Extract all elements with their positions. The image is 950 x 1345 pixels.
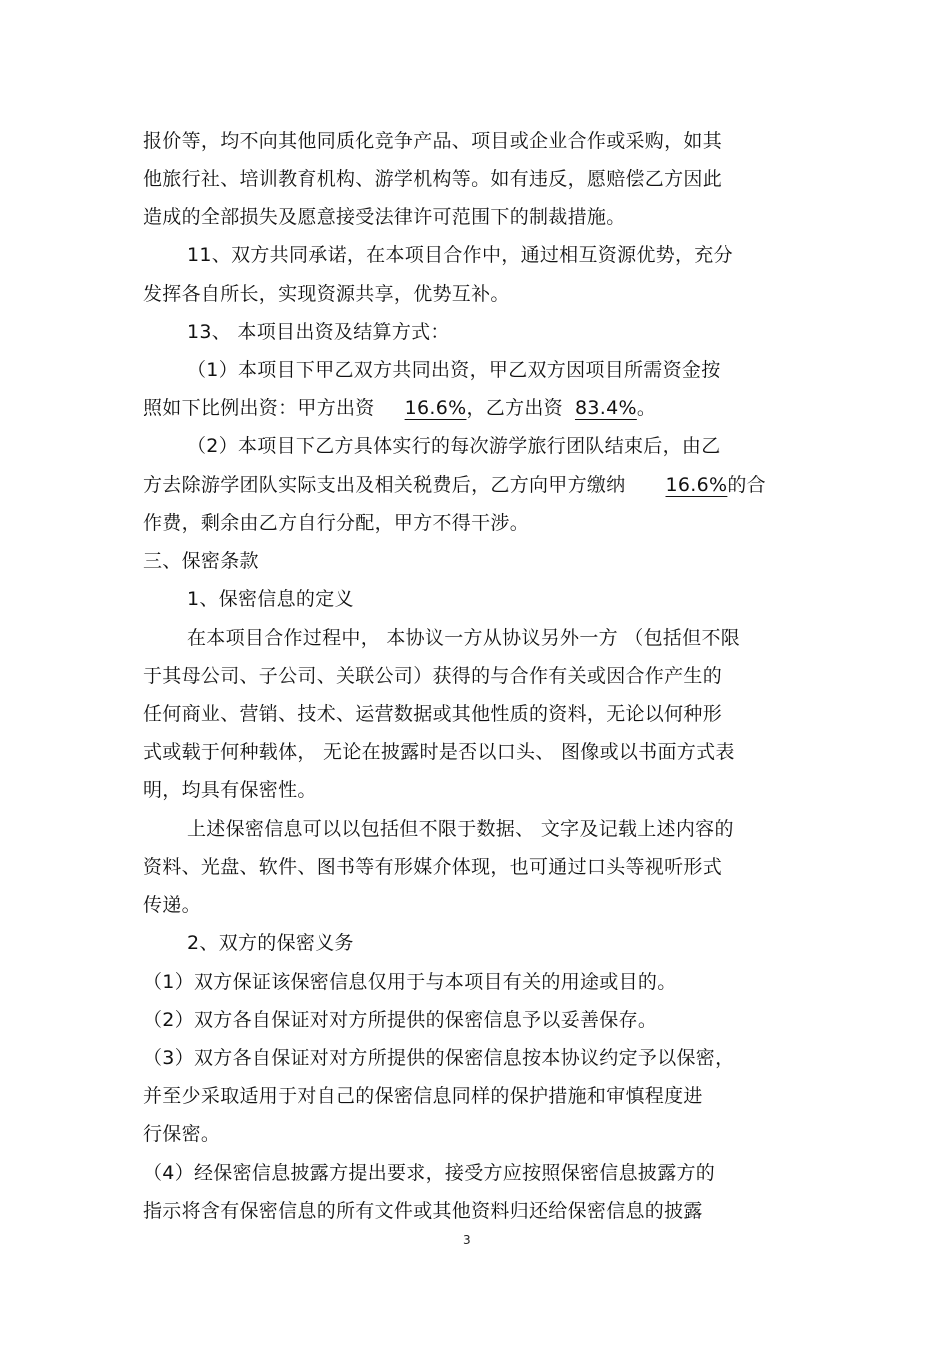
text-line: 传递。 bbox=[143, 894, 201, 916]
text-line: （2）本项目下乙方具体实行的每次游学旅行团队结束后，由乙 bbox=[187, 435, 721, 457]
text-line: 并至少采取适用于对自己的保密信息同样的保护措施和审慎程度进 bbox=[143, 1085, 703, 1107]
section-heading: 三、保密条款 bbox=[143, 550, 259, 572]
text-line: 行保密。 bbox=[143, 1123, 221, 1145]
text-line: 上述保密信息可以以包括但不限于数据、 文字及记载上述内容的 bbox=[187, 818, 734, 840]
party-b-ratio: 83.4% bbox=[574, 397, 637, 419]
text-line: 资料、光盘、软件、图书等有形媒介体现，也可通过口头等视听形式 bbox=[143, 856, 723, 878]
text-line: 造成的全部损失及愿意接受法律许可范围下的制裁措施。 bbox=[143, 206, 626, 228]
cooperation-fee-ratio: 16.6% bbox=[665, 474, 728, 496]
text-line: 指示将含有保密信息的所有文件或其他资料归还给保密信息的披露 bbox=[143, 1200, 703, 1222]
text-line: 发挥各自所长，实现资源共享，优势互补。 bbox=[143, 283, 510, 305]
section-heading: 13、 本项目出资及结算方式： bbox=[187, 321, 450, 343]
text-line: 式或载于何种载体， 无论在披露时是否以口头、 图像或以书面方式表 bbox=[143, 741, 735, 763]
text-line: （1）双方保证该保密信息仅用于与本项目有关的用途或目的。 bbox=[143, 971, 677, 993]
text-segment: 照如下比例出资：甲方出资 bbox=[143, 397, 375, 419]
party-a-ratio: 16.6% bbox=[404, 397, 467, 419]
text-line: （2）双方各自保证对对方所提供的保密信息予以妥善保存。 bbox=[143, 1009, 658, 1031]
text-line bbox=[143, 471, 766, 499]
text-line: （3）双方各自保证对对方所提供的保密信息按本协议约定予以保密， bbox=[143, 1047, 735, 1069]
text-line: （1）本项目下甲乙双方共同出资，甲乙双方因项目所需资金按 bbox=[187, 359, 721, 381]
text-line: 他旅行社、培训教育机构、游学机构等。如有违反，愿赔偿乙方因此 bbox=[143, 168, 723, 190]
text-line: （4）经保密信息披露方提出要求，接受方应按照保密信息披露方的 bbox=[143, 1162, 716, 1184]
text-line: 于其母公司、子公司、关联公司）获得的与合作有关或因合作产生的 bbox=[143, 665, 723, 687]
text-line: 任何商业、营销、技术、运营数据或其他性质的资料，无论以何种形 bbox=[143, 703, 723, 725]
text-line: 明，均具有保密性。 bbox=[143, 779, 317, 801]
page-number: 3 bbox=[463, 1233, 471, 1247]
text-segment: 。 bbox=[636, 397, 657, 419]
text-segment: 方去除游学团队实际支出及相关税费后，乙方向甲方缴纳 bbox=[143, 474, 626, 496]
text-segment: 的合 bbox=[727, 474, 766, 496]
text-segment: ，乙方出资 bbox=[466, 397, 563, 419]
text-line bbox=[143, 394, 656, 422]
subsection-heading: 2、双方的保密义务 bbox=[187, 932, 354, 954]
text-line: 在本项目合作过程中， 本协议一方从协议另外一方 （包括但不限 bbox=[187, 627, 741, 649]
text-line: 报价等，均不向其他同质化竞争产品、项目或企业合作或采购，如其 bbox=[143, 130, 723, 152]
text-line: 11、双方共同承诺，在本项目合作中，通过相互资源优势，充分 bbox=[187, 244, 733, 266]
subsection-heading: 1、保密信息的定义 bbox=[187, 588, 354, 610]
text-line: 作费，剩余由乙方自行分配，甲方不得干涉。 bbox=[143, 512, 530, 534]
